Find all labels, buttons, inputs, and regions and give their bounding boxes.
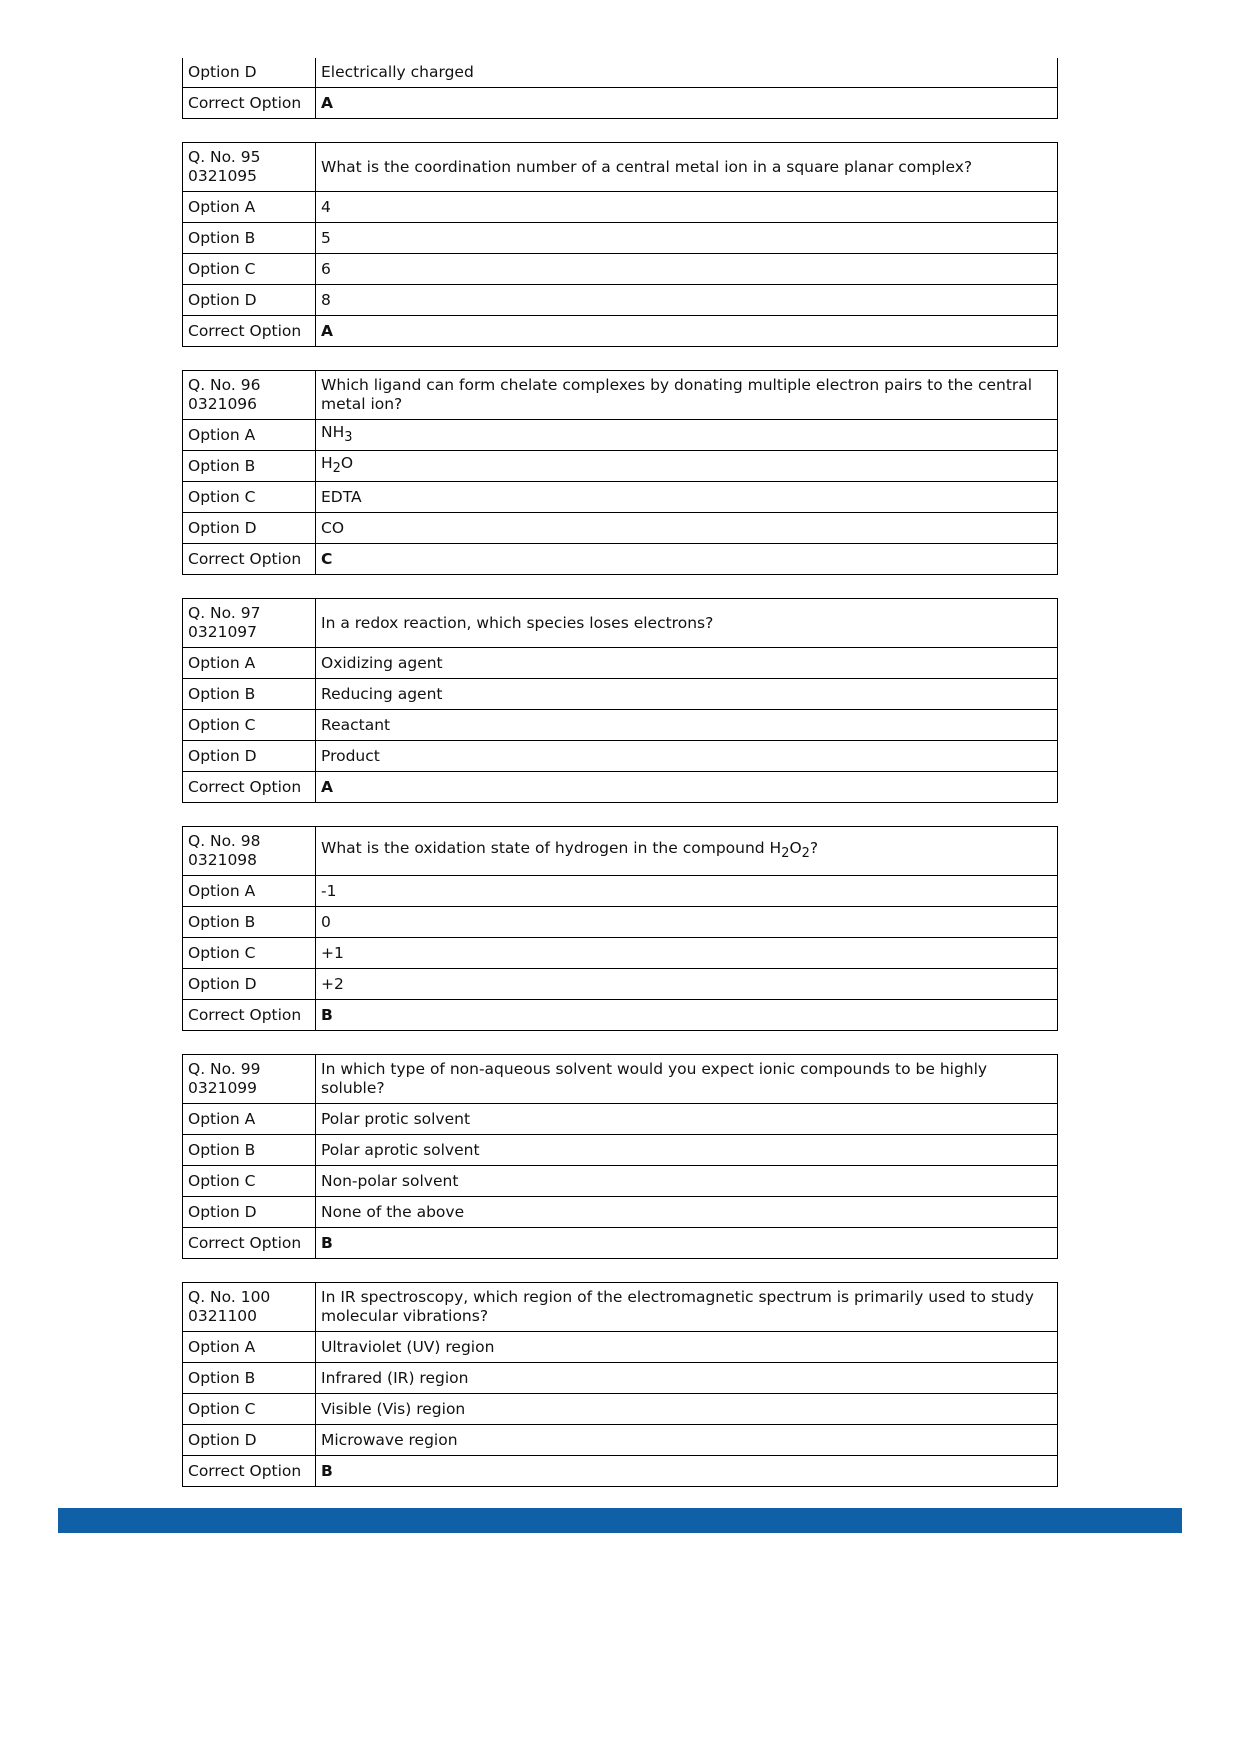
option-c-label: Option C — [183, 254, 316, 285]
option-c-label: Option C — [183, 1166, 316, 1197]
option-b-label: Option B — [183, 451, 316, 482]
option-a-value: Oxidizing agent — [316, 648, 1058, 679]
formula-subscript: 2 — [781, 846, 790, 862]
option-c-label: Option C — [183, 1394, 316, 1425]
correct-option-value: C — [316, 544, 1058, 575]
option-b-value: Reducing agent — [316, 679, 1058, 710]
question-text: Which ligand can form chelate complexes by donating multiple electron pairs to the central metal ion? — [316, 371, 1058, 420]
question-code: 0321099 — [188, 1079, 258, 1097]
option-d-label: Option D — [183, 513, 316, 544]
option-c-value: 6 — [316, 254, 1058, 285]
option-a-value: Polar protic solvent — [316, 1104, 1058, 1135]
option-d-row — [183, 1197, 1058, 1228]
option-b-value — [316, 451, 1058, 482]
option-a-row — [183, 192, 1058, 223]
option-c-value: Non-polar solvent — [316, 1166, 1058, 1197]
option-d-value: None of the above — [316, 1197, 1058, 1228]
correct-option-row — [183, 88, 1058, 119]
question-table-97 — [182, 598, 1058, 803]
correct-option-label: Correct Option — [183, 544, 316, 575]
question-text-end: ? — [809, 838, 819, 857]
correct-option-value: A — [316, 772, 1058, 803]
formula-subscript: 3 — [344, 430, 353, 446]
option-c-value: Visible (Vis) region — [316, 1394, 1058, 1425]
option-a-row — [183, 648, 1058, 679]
option-d-value: CO — [316, 513, 1058, 544]
option-c-label: Option C — [183, 482, 316, 513]
option-b-label: Option B — [183, 1363, 316, 1394]
option-d-value: 8 — [316, 285, 1058, 316]
option-c-value: EDTA — [316, 482, 1058, 513]
option-c-label: Option C — [183, 710, 316, 741]
formula-tail: O — [340, 453, 354, 472]
option-d-label: Option D — [183, 285, 316, 316]
question-number-cell — [183, 599, 316, 648]
option-b-value: Polar aprotic solvent — [316, 1135, 1058, 1166]
option-a-label: Option A — [183, 648, 316, 679]
option-d-row — [183, 58, 1058, 88]
option-c-row — [183, 710, 1058, 741]
correct-option-value: B — [316, 1000, 1058, 1031]
correct-option-label: Correct Option — [183, 316, 316, 347]
option-b-row — [183, 679, 1058, 710]
correct-option-label: Correct Option — [183, 88, 316, 119]
correct-option-value: B — [316, 1456, 1058, 1487]
option-a-value — [316, 420, 1058, 451]
formula-main: NH — [321, 422, 345, 441]
question-text: In IR spectroscopy, which region of the electromagnetic spectrum is primarily used to study molecular vibrations? — [316, 1283, 1058, 1332]
option-b-value: Infrared (IR) region — [316, 1363, 1058, 1394]
option-c-row — [183, 482, 1058, 513]
question-text-start: What is the oxidation state of hydrogen in the compound H — [321, 838, 782, 857]
option-c-value: +1 — [316, 938, 1058, 969]
option-d-row — [183, 969, 1058, 1000]
option-c-row — [183, 938, 1058, 969]
question-row — [183, 1055, 1058, 1104]
option-b-label: Option B — [183, 679, 316, 710]
question-number-cell — [183, 1283, 316, 1332]
question-number-cell — [183, 1055, 316, 1104]
question-number: Q. No. 96 — [188, 376, 261, 394]
option-d-row — [183, 741, 1058, 772]
correct-option-row — [183, 772, 1058, 803]
question-number: Q. No. 97 — [188, 604, 261, 622]
question-number: Q. No. 95 — [188, 148, 261, 166]
correct-option-row — [183, 316, 1058, 347]
correct-option-row — [183, 1000, 1058, 1031]
question-number: Q. No. 98 — [188, 832, 261, 850]
option-b-label: Option B — [183, 907, 316, 938]
question-table-100 — [182, 1282, 1058, 1487]
question-code: 0321095 — [188, 167, 258, 185]
option-b-row — [183, 223, 1058, 254]
option-d-row — [183, 1425, 1058, 1456]
formula-main: H — [321, 453, 333, 472]
question-text: In a redox reaction, which species loses electrons? — [316, 599, 1058, 648]
question-text — [316, 827, 1058, 876]
question-text: In which type of non-aqueous solvent would you expect ionic compounds to be highly soluble? — [316, 1055, 1058, 1104]
option-d-label: Option D — [183, 1425, 316, 1456]
question-code: 0321100 — [188, 1307, 258, 1325]
option-d-value: +2 — [316, 969, 1058, 1000]
correct-option-label: Correct Option — [183, 1456, 316, 1487]
correct-option-label: Correct Option — [183, 1228, 316, 1259]
correct-option-value: B — [316, 1228, 1058, 1259]
option-d-row — [183, 285, 1058, 316]
option-c-label: Option C — [183, 938, 316, 969]
option-b-label: Option B — [183, 1135, 316, 1166]
correct-option-row — [183, 544, 1058, 575]
option-b-row — [183, 1135, 1058, 1166]
option-b-row — [183, 907, 1058, 938]
correct-option-row — [183, 1456, 1058, 1487]
option-d-row — [183, 513, 1058, 544]
correct-option-row — [183, 1228, 1058, 1259]
question-table-95 — [182, 142, 1058, 347]
option-d-label: Option D — [183, 741, 316, 772]
question-text: What is the coordination number of a central metal ion in a square planar complex? — [316, 143, 1058, 192]
option-d-value: Product — [316, 741, 1058, 772]
formula-main: O — [789, 838, 802, 857]
option-d-label: Option D — [183, 58, 316, 88]
option-a-label: Option A — [183, 876, 316, 907]
formula-subscript: 2 — [801, 846, 810, 862]
option-c-row — [183, 254, 1058, 285]
option-d-label: Option D — [183, 969, 316, 1000]
question-row — [183, 599, 1058, 648]
correct-option-label: Correct Option — [183, 772, 316, 803]
option-c-row — [183, 1394, 1058, 1425]
question-table-96 — [182, 370, 1058, 575]
question-table-98 — [182, 826, 1058, 1031]
question-number: Q. No. 99 — [188, 1060, 261, 1078]
question-row — [183, 1283, 1058, 1332]
correct-option-value: A — [316, 316, 1058, 347]
question-table-94-partial — [182, 58, 1058, 119]
question-number-cell — [183, 143, 316, 192]
option-a-row — [183, 876, 1058, 907]
option-a-label: Option A — [183, 192, 316, 223]
option-b-value: 5 — [316, 223, 1058, 254]
formula-subscript: 2 — [332, 461, 341, 477]
question-code: 0321097 — [188, 623, 258, 641]
question-code: 0321096 — [188, 395, 258, 413]
question-table-99 — [182, 1054, 1058, 1259]
option-b-row — [183, 451, 1058, 482]
correct-option-value: A — [316, 88, 1058, 119]
option-b-row — [183, 1363, 1058, 1394]
option-a-row — [183, 1104, 1058, 1135]
option-a-value: 4 — [316, 192, 1058, 223]
option-a-value: Ultraviolet (UV) region — [316, 1332, 1058, 1363]
question-code: 0321098 — [188, 851, 258, 869]
option-a-label: Option A — [183, 420, 316, 451]
option-b-value: 0 — [316, 907, 1058, 938]
question-number-cell — [183, 371, 316, 420]
question-row — [183, 827, 1058, 876]
question-row — [183, 371, 1058, 420]
option-a-value: -1 — [316, 876, 1058, 907]
question-document — [182, 58, 1058, 1510]
question-number: Q. No. 100 — [188, 1288, 271, 1306]
option-d-value: Electrically charged — [316, 58, 1058, 88]
option-a-label: Option A — [183, 1104, 316, 1135]
option-c-value: Reactant — [316, 710, 1058, 741]
option-d-value: Microwave region — [316, 1425, 1058, 1456]
option-a-label: Option A — [183, 1332, 316, 1363]
option-b-label: Option B — [183, 223, 316, 254]
correct-option-label: Correct Option — [183, 1000, 316, 1031]
question-number-cell — [183, 827, 316, 876]
option-a-row — [183, 1332, 1058, 1363]
footer-bar — [58, 1508, 1182, 1533]
question-row — [183, 143, 1058, 192]
option-c-row — [183, 1166, 1058, 1197]
option-d-label: Option D — [183, 1197, 316, 1228]
option-a-row — [183, 420, 1058, 451]
